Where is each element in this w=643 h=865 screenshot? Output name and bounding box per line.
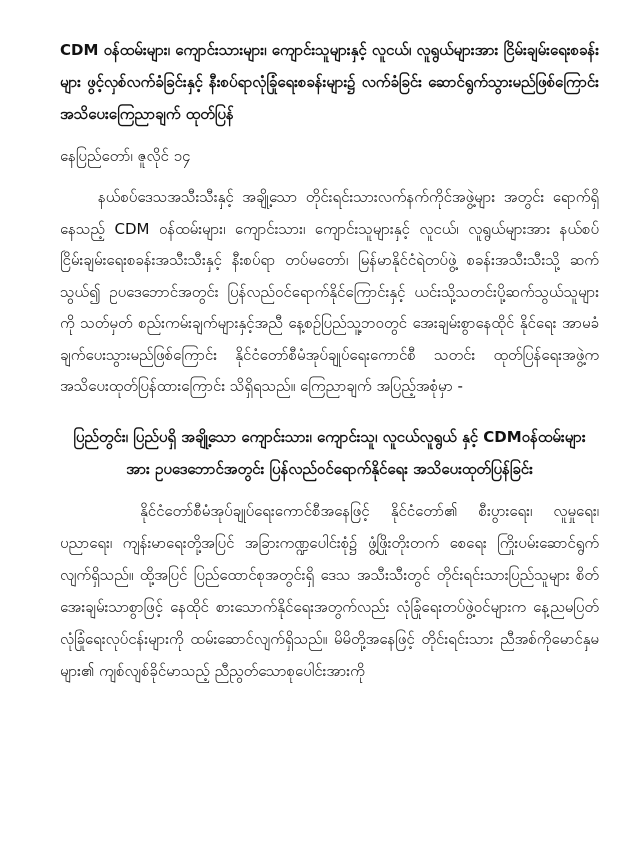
intro-paragraph: နယ်စပ်ဒေသအသီးသီးနှင့် အချို့သော တိုင်းရင်းသားလက်နက်ကိုင်အဖွဲ့များ အတွင်း ရောက်ရှိနေသည့် CDM ဝန်ထမ်းများ၊ ကျောင်းသား၊ ကျောင်းသူများနှင့် လူငယ်၊ လူရွယ်များအား နယ်စပ်ငြိမ်းချမ်းရေးစခန်းအသီးသီးနှင့် နီးစပ်ရာ တပ်မတော်၊ မြန်မာနိုင်ငံရဲတပ်ဖွဲ့ စခန်းအသီးသီးသို့ ဆက်သွယ်၍ ဥပဒေဘောင်အတွင်း ပြန်လည်ဝင်ရောက်နိုင်ကြောင်းနှင့် ယင်းသို့သတင်းပို့ဆက်သွယ်သူများကို သတ်မှတ် စည်းကမ်းချက်များနှင့်အညီ နေ့စဉ်ပြည်သူ့ဘဝတွင် အေးချမ်းစွာနေထိုင် နိုင်ရေး အာမခံချက်ပေးသွားမည်ဖြစ်ကြောင်း နိုင်ငံတော်စီမံအုပ်ချုပ်ရေးကောင်စီ သတင်း ထုတ်ပြန်ရေးအဖွဲ့က အသိပေးထုတ်ပြန်ထားကြောင်း သိရှိရသည်။ ကြေညာချက် အပြည့်အစုံမှာ - <box>60 188 599 395</box>
body-paragraph: နိုင်ငံတော်စီမံအုပ်ချုပ်ရေးကောင်စီအနေဖြင့် နိုင်ငံတော်၏ စီးပွားရေး၊ လူမှုရေး၊ ပညာရေး၊ ကျန်းမာရေးတို့အပြင် အခြားကဏ္ဍပေါင်းစုံ၌ ဖွံ့ဖြိုးတိုးတက် စေရေး ကြိုးပမ်းဆောင်ရွက်လျက်ရှိသည်။ ထို့အပြင် ပြည်ထောင်စုအတွင်းရှိ ဒေသ အသီးသီးတွင် တိုင်းရင်းသားပြည်သူများ စိတ်အေးချမ်းသာစွာဖြင့် နေထိုင် စားသောက်နိုင်ရေးအတွက်လည်း လုံခြုံရေးတပ်ဖွဲ့ဝင်များက နေ့ညမပြတ် လုံခြုံရေးလုပ်ငန်းများကို ထမ်းဆောင်လျက်ရှိသည်။ မိမိတို့အနေဖြင့် တိုင်းရင်းသား ညီအစ်ကိုမောင်နှမများ၏ ကျစ်လျစ်ခိုင်မာသည့် ညီညွတ်သောစုပေါင်းအားကို <box>60 501 599 680</box>
dateline: နေပြည်တော်၊ ဇူလိုင် ၁၄ <box>60 147 191 165</box>
article-title: CDM ဝန်ထမ်းများ၊ ကျောင်းသားများ၊ ကျောင်းသူများနှင့် လူငယ်၊ လူရွယ်များအား ငြိမ်းချမ်းရေးစခန်းများ ဖွင့်လှစ်လက်ခံခြင်းနှင့် နီးစပ်ရာလုံခြုံရေးစခန်းများ၌ လက်ခံခြင်း ဆောင်ရွက်သွားမည်ဖြစ်ကြောင်း အသိပေးကြေညာချက် ထုတ်ပြန် <box>60 41 599 123</box>
announcement-heading: ပြည်တွင်း၊ ပြည်ပရှိ အချို့သော ကျောင်းသား၊ ကျောင်းသူ၊ လူငယ်လူရွယ် နှင့် CDMဝန်ထမ်းများအား ဥပဒေဘောင်အတွင်း ပြန်လည်ဝင်ရောက်နိုင်ရေး အသိပေးထုတ်ပြန်ခြင်း <box>73 427 586 478</box>
